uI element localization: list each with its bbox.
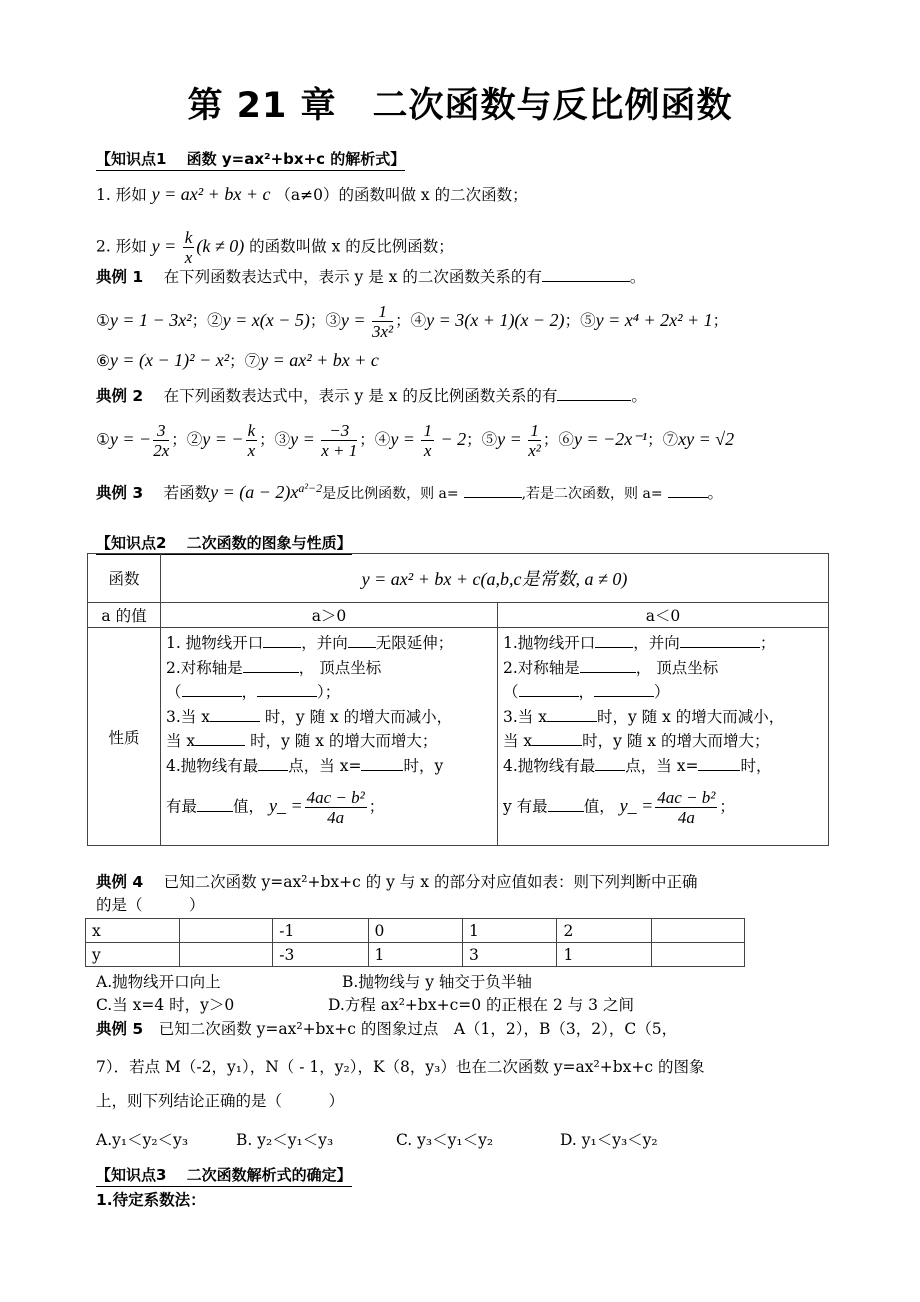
answer-blank[interactable] [464,482,522,498]
math-text: y = ax² + bx + c [151,184,271,204]
math-text: y = [340,309,370,330]
blank[interactable] [532,730,582,746]
text: ,若是二次函数，则 a= [521,486,663,503]
example-1-options-row1 [96,302,728,341]
example-1-options-row2 [96,349,379,372]
denominator: 4a [327,808,345,827]
math-text: y = ax² + bx + c(a,b,c是常数, a ≠ 0) [361,569,628,589]
cell: a＜0 [498,603,829,628]
math-text: y = −2x⁻¹ [573,428,648,449]
blank[interactable] [680,632,760,648]
separator-text: ；② [191,311,223,330]
table-cell [180,919,273,943]
option-a: A.抛物线开口向上 [96,973,221,991]
text: y 有最 [503,797,548,816]
text: 点，当 x= [288,756,362,775]
section-header-1: 【知识点1 函数 y=ax²+bx+c 的解析式】 [96,148,405,171]
formula [362,571,628,589]
blank[interactable] [263,632,301,648]
text: 有最 [166,797,198,816]
text: 4.抛物线有最 [503,756,596,775]
answer-blank[interactable] [668,482,708,498]
answer-blank[interactable] [542,266,630,282]
cell [161,554,829,603]
chapter-title: 第 21 章 二次函数与反比例函数 [187,86,733,126]
blank[interactable] [197,796,233,812]
example-5 [96,1018,677,1040]
text: （a≠0）的函数叫做 x 的二次函数； [275,186,528,204]
text: 3.当 x [166,707,210,726]
blank[interactable] [182,681,242,697]
fraction [246,421,258,460]
example-label: 典例 2 [96,387,144,405]
text: 在下列函数表达式中，表示 y 是 x 的反比例函数关系的有 [163,387,558,405]
values-table [85,918,745,967]
text: 1.抛物线开口 [503,634,596,652]
numerator: 1 [528,421,541,441]
separator-text: ； [712,311,729,330]
fraction [655,788,717,827]
cell: a 的值 [88,603,161,628]
denominator: 4a [677,808,695,827]
text: 2. 形如 [96,237,147,256]
denominator: x [184,248,193,267]
table-cell: 0 [368,919,462,943]
fraction [321,421,357,460]
formula [222,309,310,330]
numerator: −3 [321,421,357,441]
formula [260,352,379,370]
formula [210,478,298,503]
text: ） [654,683,670,701]
formula [426,309,565,330]
text: ，并向 [301,634,348,652]
text: 若函数 [163,484,211,503]
numerator: 4ac − b² [306,788,365,807]
separator-text: ；④ [395,311,427,330]
text: ， 顶点坐标 [298,658,382,677]
table-cell: 3 [463,943,557,967]
formula [573,428,648,449]
blank[interactable] [548,796,584,812]
text: ， 顶点坐标 [635,658,719,677]
math-text: (k ≠ 0) [196,235,245,256]
formula [595,309,713,330]
numerator: k [184,228,193,247]
text: 。 [631,387,647,405]
separator-text: ① [96,311,110,330]
blank[interactable] [257,681,317,697]
option-c: C. y₃＜y₁＜y₂ [396,1131,494,1149]
text: 值， [583,797,615,816]
table-cell [651,919,744,943]
table-cell [651,943,744,967]
text: 上，则下列结论正确的是（ ） [96,1092,345,1110]
separator-text: ① [96,430,110,449]
option-b: B.抛物线与 y 轴交于负半轴 [342,973,532,991]
example-label: 典例 4 [96,873,144,891]
text: 。 [707,484,724,503]
text: 无限延伸； [375,634,454,652]
math-text: y = [497,428,527,449]
formula [109,421,171,460]
math-text: y = − [109,428,152,449]
denominator: x² [528,441,541,460]
example-label: 典例 5 [96,1020,144,1038]
formula [110,352,229,370]
fraction [305,788,367,827]
formula [202,421,259,460]
formula [340,302,395,341]
text: 。 [629,268,646,286]
text: 1.待定系数法： [96,1191,206,1209]
numerator: 1 [423,421,432,440]
blank[interactable] [594,681,654,697]
text: 在下列函数表达式中，表示 y 是 x 的二次函数关系的有 [163,268,542,286]
example-2 [96,385,647,407]
fraction [183,228,195,267]
option-d: D.方程 ax²+bx+c=0 的正根在 2 与 3 之间 [328,996,634,1014]
separator-text: ；⑤ [466,430,498,449]
math-text: y = (a − 2)x [210,482,299,503]
table-cell: 2 [557,919,651,943]
cell: a＞0 [161,603,498,628]
cell: 性质 [88,628,161,846]
numerator: 4ac − b² [657,788,716,807]
math-text: y = [390,428,420,449]
text: 4.抛物线有最 [166,756,259,775]
exponent: a²−2 [298,481,323,495]
blank[interactable] [210,706,260,722]
text: 已知二次函数 y=ax²+bx+c 的 y 与 x 的部分对应值如表：则下列判断中正确 [163,873,698,891]
text: 时，y 随 x 的增大而减小， [596,707,785,726]
text: 值， [233,797,265,816]
formula [290,421,359,460]
text: ； [759,634,776,652]
table-cell: -1 [273,919,368,943]
table-cell [180,943,273,967]
formula [497,421,543,460]
example-3 [96,477,723,505]
example-4 [96,871,697,893]
blank[interactable] [195,730,245,746]
text: 已知二次函数 y=ax²+bx+c 的图象过点 A（1，2），B（3，2），C（5， [158,1020,678,1038]
separator-text: ；⑦ [647,430,679,449]
math-text: y = 3(x + 1)(x − 2) [426,309,565,330]
option-a: A.y₁＜y₂＜y₃ [96,1131,189,1149]
example-2-options [96,421,734,460]
table-cell: y [86,943,180,967]
option-d: D. y₁＜y₃＜y₂ [560,1131,658,1149]
text: 3.当 x [503,707,547,726]
properties-a-negative: 1.抛物线开口 ，并向 ； 2.对称轴是 ， 顶点坐标 （ ， ） 3.当 x 时，y 随 x 的增大而减小， 当 x 时，y 随 x 的增大而增大； 4.抛物线有最 点，当 x= 时， y 有最 值， y_ = $\frac{\text{4ac − b²}}{4a}$ ； [498,628,829,846]
text: 时，y 随 x 的增大而增大； [582,732,770,750]
denominator: x + 1 [321,441,358,460]
fraction [421,421,434,460]
example-1 [96,266,645,288]
text: 2.对称轴是 [503,658,580,677]
table-cell: 1 [368,943,462,967]
formula: y_ = [619,795,654,816]
math-text: y = 1 − 3x² [109,309,192,330]
denominator: x [423,441,432,460]
blank[interactable] [519,681,579,697]
separator-text: ；③ [309,311,341,330]
option-c: C.当 x=4 时，y＞0 [96,996,235,1014]
blank[interactable] [348,632,376,648]
math-text: − 2 [435,428,467,449]
text: 点，当 x= [625,756,699,775]
definition-quadratic [96,183,528,206]
text: ）； [317,683,341,701]
text: 1. 形如 [96,186,147,204]
text: 时，y 随 x 的增大而增大； [245,732,438,750]
denominator: 2x [153,441,170,460]
formula: y_ = [268,795,303,816]
section-header-2: 【知识点2 二次函数的图象与性质】 [96,532,352,555]
formula [151,228,245,267]
formula [109,309,192,330]
numerator: 3 [153,421,169,441]
blank[interactable] [547,706,597,722]
text: 当 x [503,732,533,750]
text: 当 x [166,732,196,750]
text: 1. 抛物线开口 [166,634,264,652]
denominator: 3x² [372,322,394,341]
text: （ [503,683,519,701]
text: 时，y [403,756,444,775]
table-row [86,943,745,967]
section-header-3: 【知识点3 二次函数解析式的确定】 [96,1164,352,1187]
separator-text: ；④ [359,430,391,449]
text: ，并向 [633,634,680,652]
blank[interactable] [258,755,288,771]
table-row [86,919,745,943]
separator-text: ；③ [259,430,291,449]
text: ， [241,683,258,701]
properties-a-positive: 1. 抛物线开口 ，并向 无限延伸； 2.对称轴是 ， 顶点坐标 （ ， ）； 3.当 x 时，y 随 x 的增大而减小， 当 x 时，y 随 x 的增大而增大； 4.抛物线有最 点，当 x= 时，y 有最 值， y_ = $\frac{\text{4ac − b²}}{4a}$ ； [161,628,498,846]
numerator: 1 [372,302,393,322]
text: 时，y 随 x 的增大而减小， [259,707,453,726]
text: 的是（ ） [96,896,205,914]
math-text: y = x⁴ + 2x² + 1 [595,309,713,330]
blank[interactable] [595,755,625,771]
text: 2.对称轴是 [166,658,243,677]
separator-text: ；⑤ [564,311,596,330]
separator-text: ⑥ [96,352,110,370]
table-cell: 1 [557,943,651,967]
example-label: 典例 3 [96,484,144,503]
answer-blank[interactable] [557,385,631,401]
separator-text: ；② [171,430,203,449]
math-text: y = [151,235,181,256]
blank[interactable] [243,657,299,673]
math-text: y = ax² + bx + c [260,350,379,370]
numerator: k [247,421,256,440]
math-text: y = (x − 1)² − x² [109,350,230,370]
text: （ [166,683,182,701]
option-b: B. y₂＜y₁＜y₃ [236,1131,334,1149]
text: 的函数叫做 x 的反比例函数； [249,237,454,256]
fraction [528,421,541,460]
fraction [153,421,169,460]
formula [152,186,271,204]
properties-table [87,553,829,846]
fraction [372,302,393,341]
blank[interactable] [361,755,403,771]
text: ， [578,683,595,701]
denominator: x [247,441,256,460]
math-text: xy = √2 [678,428,735,449]
table-cell: -3 [273,943,368,967]
math-text: y = − [202,428,244,449]
definition-inverse [96,228,454,267]
formula [678,428,735,449]
blank[interactable] [595,632,633,648]
math-text: y = x(x − 5) [222,309,310,330]
cell: 函数 [88,554,161,603]
table-cell: x [86,919,180,943]
blank[interactable] [698,755,740,771]
separator-text: ；⑦ [229,352,261,370]
text: 7）．若点 M（-2，y₁），N（ - 1，y₂），K（8，y₃）也在二次函数 y=ax²+bx+c 的图象 [96,1058,705,1076]
separator-text: ；⑥ [542,430,574,449]
blank[interactable] [580,657,636,673]
table-cell: 1 [463,919,557,943]
math-text: y = [290,428,320,449]
example-label: 典例 1 [96,268,144,286]
text: 时， [740,756,772,775]
text: 是反比例函数，则 a= [322,486,459,503]
formula [390,421,467,460]
